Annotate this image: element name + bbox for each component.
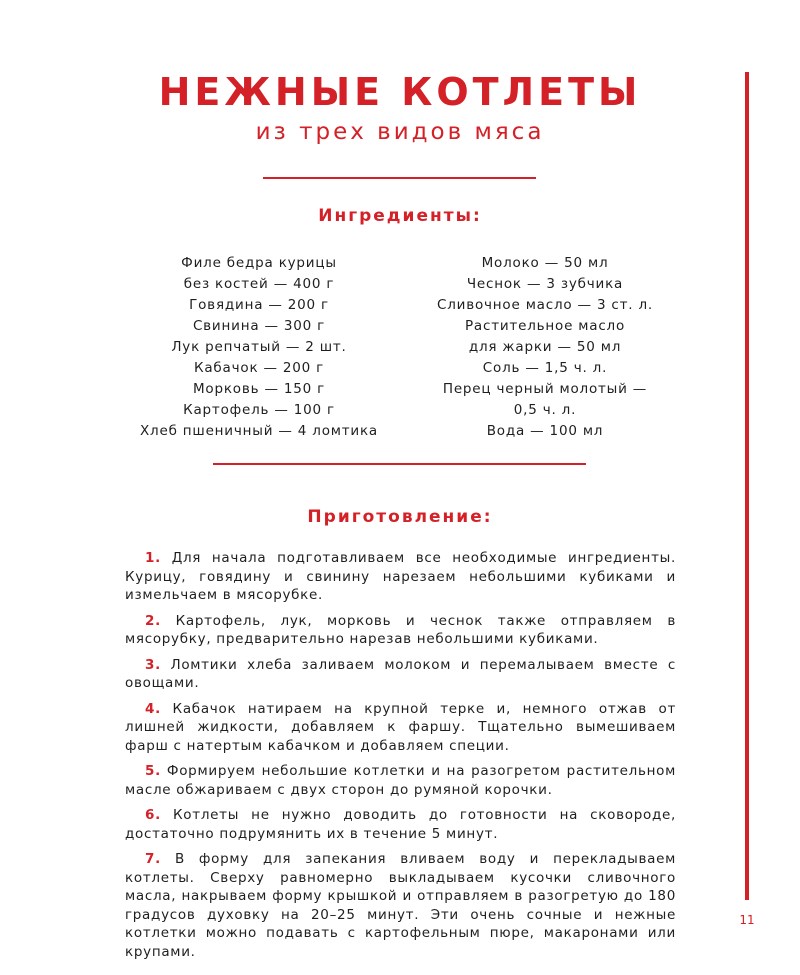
- ingredient-line: Перец черный молотый —: [442, 381, 648, 397]
- ingredient-line: без костей — 400 г: [183, 276, 335, 292]
- ingredient-line: Чеснок — 3 зубчика: [466, 276, 624, 292]
- step-number: 7.: [145, 851, 161, 867]
- ingredients-left-column: [128, 253, 390, 442]
- step-text: Формируем небольшие котлетки и на разогретом растительном масле обжариваем с двух сторон до румяной корочки.: [125, 763, 676, 798]
- step-number: 4.: [145, 700, 161, 717]
- method-step: [125, 762, 676, 799]
- ingredient-line: Филе бедра курицы: [181, 255, 337, 271]
- ingredients-heading: Ингредиенты:: [318, 206, 482, 226]
- method-heading: Приготовление:: [307, 507, 493, 527]
- method-step: [125, 700, 676, 756]
- ingredient-line: Лук репчатый — 2 шт.: [171, 339, 347, 355]
- step-number: 1.: [145, 550, 161, 566]
- method-step: [125, 850, 676, 961]
- title-divider: [263, 177, 536, 179]
- ingredient-line: 0,5 ч. л.: [513, 402, 577, 418]
- ingredient-line: Говядина — 200 г: [189, 297, 329, 313]
- ingredient-line: Картофель — 100 г: [183, 402, 335, 418]
- step-number: 2.: [145, 612, 161, 629]
- recipe-subtitle: из трех видов мяса: [255, 119, 545, 145]
- recipe-title: НЕЖНЫЕ КОТЛЕТЫ: [158, 70, 642, 114]
- method-step: [125, 549, 676, 605]
- ingredient-line: Вода — 100 мл: [486, 423, 604, 439]
- ingredient-line: Кабачок — 200 г: [193, 360, 325, 376]
- side-vertical-rule: [745, 72, 749, 900]
- ingredient-line: Молоко — 50 мл: [481, 255, 609, 271]
- ingredient-line: Сливочное масло — 3 ст. л.: [436, 297, 654, 313]
- step-text: Ломтики хлеба заливаем молоком и перемалываем вместе с овощами.: [125, 656, 676, 691]
- ingredient-line: Свинина — 300 г: [192, 318, 326, 334]
- step-text: Котлеты не нужно доводить до готовности на сковороде, достаточно подрумянить их в течение 5 минут.: [125, 807, 676, 842]
- step-text: Для начала подготавливаем все необходимые ингредиенты. Курицу, говядину и свинину нарезаем небольшими кубиками и измельчаем в мясорубке.: [125, 550, 676, 603]
- method-step: [125, 806, 676, 843]
- ingredients-divider: [213, 463, 586, 465]
- step-number: 6.: [145, 807, 161, 823]
- method-steps: [125, 549, 676, 968]
- method-step: [125, 656, 676, 693]
- ingredient-line: Соль — 1,5 ч. л.: [482, 360, 608, 376]
- step-text: Кабачок натираем на крупной терке и, немного отжав от лишней жидкости, добавляем к фаршу. Тщательно вымешиваем фарш с натертым кабачком и добавляем специи.: [125, 700, 677, 754]
- step-text: Картофель, лук, морковь и чеснок также отправляем в мясорубку, предварительно нарезав небольшими кубиками.: [125, 612, 676, 647]
- method-step: [125, 612, 676, 649]
- ingredient-line: Морковь — 150 г: [192, 381, 326, 397]
- ingredients-right-column: [425, 253, 665, 442]
- ingredient-line: Хлеб пшеничный — 4 ломтика: [139, 423, 379, 439]
- step-number: 5.: [145, 763, 161, 779]
- page-number: 11: [739, 913, 755, 927]
- step-number: 3.: [145, 656, 161, 673]
- ingredient-line: для жарки — 50 мл: [468, 339, 622, 355]
- ingredient-line: Растительное масло: [464, 318, 626, 334]
- step-text: В форму для запекания вливаем воду и перекладываем котлеты. Сверху равномерно выкладываем кусочки сливочного масла, накрываем форму крышкой и отправляем в разогретую до 180 градусов духовку на 20–25 минут. Эти очень сочные и нежные котлетки можно подавать с картофельным пюре, макаронами или крупами.: [125, 851, 676, 960]
